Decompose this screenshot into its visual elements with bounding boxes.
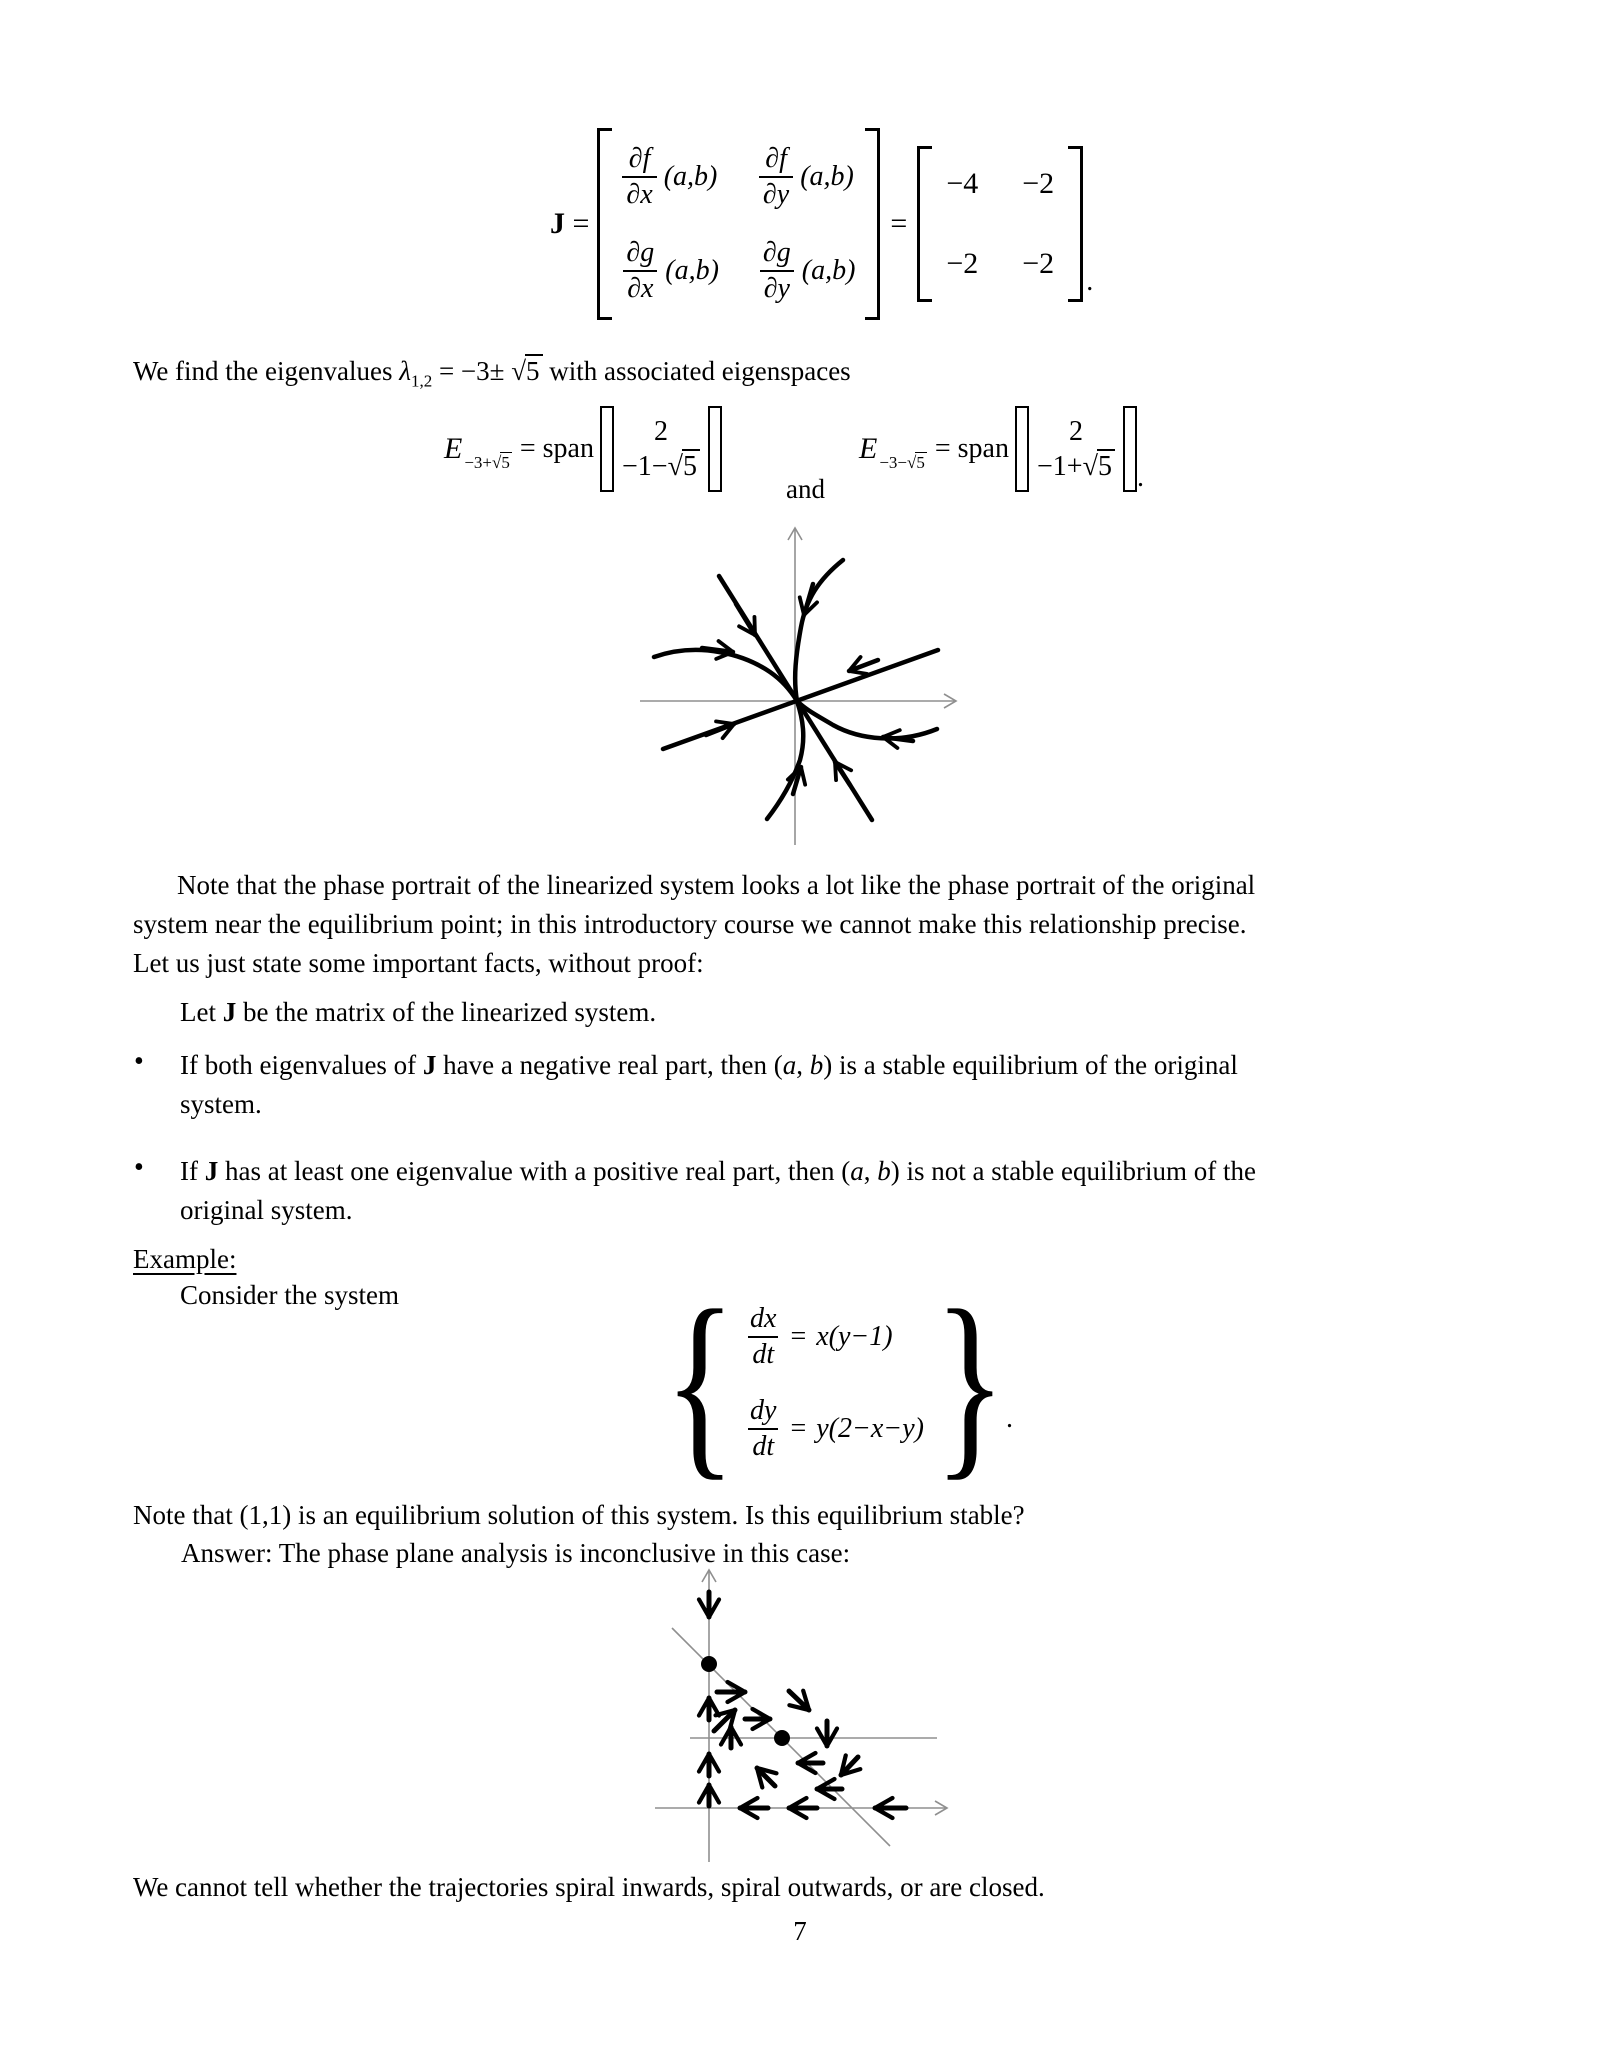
fact-bullet-1: [180, 1046, 1238, 1124]
matrix-entry: $\frac{\partial g}{\partial x}$ (a,b): [622, 237, 719, 305]
trajectory-curve: [795, 560, 843, 701]
page-number: 7: [793, 1916, 807, 1946]
matrix-value: −2: [1022, 247, 1055, 280]
system-brace-left: {: [664, 1268, 736, 1498]
eigenvalues-sentence: We find the eigenvalues $\lambda_{1,2} = -3\pm √5$ with associated eigenspaces: [133, 356, 851, 391]
phase-portrait-linearized-system: [615, 503, 975, 853]
bullet-line: original system.: [180, 1195, 353, 1225]
field-arrow-down-left: [841, 1757, 858, 1775]
ode-system: [664, 1268, 1013, 1498]
period: .: [1086, 266, 1094, 297]
axes: [640, 528, 956, 845]
paragraph-line: Let us just state some important facts, without proof:: [133, 948, 704, 978]
paragraph-note: [133, 866, 1255, 983]
partials-matrix: [612, 135, 865, 313]
equals-sign: =: [890, 207, 908, 240]
matrix-bracket-left: [597, 128, 612, 320]
closing-line: We cannot tell whether the trajectories spiral inwards, spiral outwards, or are closed.: [133, 1872, 1045, 1902]
field-arrow-down-right: [789, 1691, 809, 1710]
matrix-value: −2: [946, 247, 979, 280]
vector-bracket-right: [708, 406, 722, 492]
equilibrium-dot: [774, 1730, 790, 1746]
period: .: [1136, 462, 1144, 493]
flow-arrow: [706, 724, 734, 735]
matrix-entry: $\frac{\partial f}{\partial x}$ (a,b): [622, 143, 719, 211]
paragraph-line: system near the equilibrium point; in this introductory course we cannot make this relationship precise.: [133, 909, 1247, 939]
eigenvector-2: 2 −1+√5: [1029, 414, 1123, 484]
trajectory-curve: [767, 701, 803, 819]
result-matrix: [932, 161, 1068, 287]
consider-line: Consider the system: [180, 1280, 399, 1310]
matrix-entry: $\frac{\partial f}{\partial y}$ (a,b): [759, 143, 856, 211]
ode-row-1: $\frac{dx}{dt}$ = x(y−1): [750, 1303, 893, 1370]
period: .: [1005, 1403, 1013, 1434]
fact-bullet-2: [180, 1152, 1256, 1230]
system-brace-right: }: [933, 1268, 1006, 1498]
matrix-value: −4: [946, 167, 979, 200]
bullet-line: If both eigenvalues of J have a negative real part, then (a, b) is a stable equilibrium of the original: [180, 1050, 1238, 1080]
matrix-bracket-left: [917, 146, 932, 302]
and-label: and: [786, 474, 825, 504]
axes: [655, 1570, 947, 1862]
equilibrium-dot: [701, 1656, 717, 1672]
matrix-entry: $\frac{\partial g}{\partial y}$ (a,b): [759, 237, 856, 305]
facts-intro: Let J be the matrix of the linearized system.: [180, 997, 657, 1027]
answer-line: Answer: The phase plane analysis is inconclusive in this case:: [181, 1538, 851, 1568]
phase-plane-direction-field: [640, 1556, 960, 1868]
ode-row-2: $\frac{dy}{dt}$ = y(2−x−y): [750, 1395, 924, 1462]
jacobian-equation: [550, 128, 1093, 320]
flow-arrow: [849, 660, 878, 671]
trajectory-curve: [654, 650, 797, 701]
eigenvector-1: 2 −1−√5: [614, 414, 708, 484]
matrix-value: −2: [1022, 167, 1055, 200]
matrix-bracket-right: [1068, 146, 1083, 302]
matrix-bracket-right: [865, 128, 880, 320]
jacobian-lhs: J =: [550, 207, 590, 240]
bullet-line: If J has at least one eigenvalue with a positive real part, then (a, b) is not a stable equilibrium of the: [180, 1156, 1256, 1186]
equilibrium-question: Note that (1,1) is an equilibrium solution of this system. Is this equilibrium stable?: [133, 1500, 1025, 1530]
flow-arrow: [736, 604, 755, 635]
vector-bracket-left: [600, 406, 614, 492]
paragraph-line: Note that the phase portrait of the linearized system looks a lot like the phase portrait of the original: [177, 870, 1256, 900]
bullet-line: system.: [180, 1089, 262, 1119]
flow-arrow: [835, 762, 850, 785]
eigenspace-2: E −3−√5 = span 2 −1+√5 .: [859, 404, 1144, 494]
vector-bracket-left: [1015, 406, 1029, 492]
bullet-icon: •: [134, 1152, 144, 1183]
eigenspace-1: E −3+√5 = span 2 −1−√5: [444, 404, 722, 494]
vector-bracket-right: [1123, 406, 1137, 492]
example-heading: Example:: [133, 1244, 237, 1274]
field-arrow-up-left: [757, 1768, 775, 1786]
bullet-icon: •: [134, 1046, 144, 1077]
trajectories: [654, 560, 938, 820]
direction-arrows: [709, 1592, 906, 1808]
